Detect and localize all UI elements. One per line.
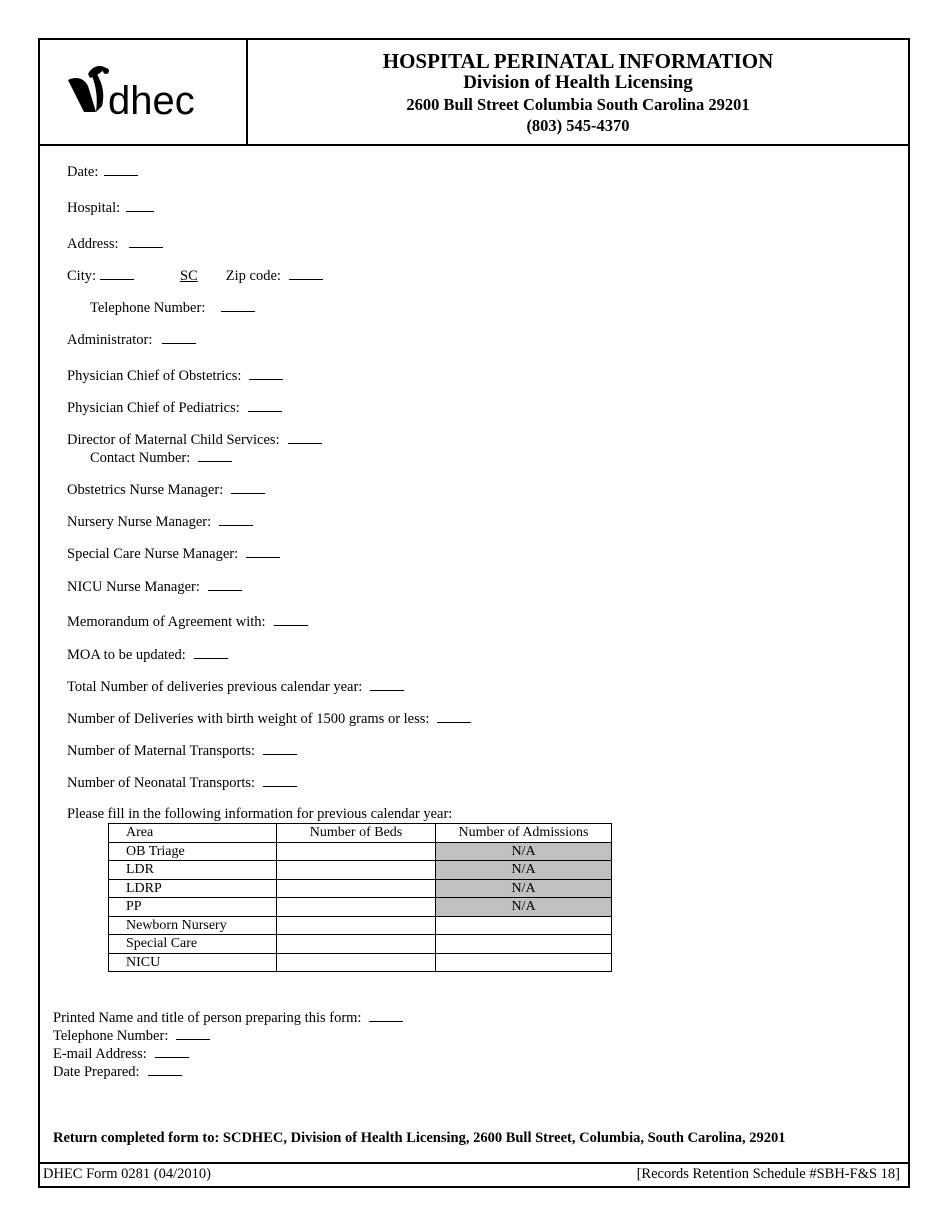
division-address: 2600 Bull Street Columbia South Carolina 29201 [406,95,750,114]
nursery-nurse-manager-label: Nursery Nurse Manager: [67,514,212,530]
chief-pediatrics-label: Physician Chief of Pediatrics: [67,400,240,416]
admissions-cell: N/A [436,842,612,861]
nursery-nurse-manager-row [67,513,253,531]
preparer-date-field[interactable] [148,1063,182,1076]
form-footer [40,1162,908,1186]
city-field[interactable] [100,267,134,280]
area-cell: NICU [109,953,277,972]
svg-text:dhec: dhec [108,79,195,123]
date-label: Date: [67,164,99,180]
moa-update-row [67,646,228,664]
total-deliveries-label: Total Number of deliveries previous calendar year: [67,679,363,695]
admissions-cell: N/A [436,861,612,880]
telephone-field[interactable] [221,299,255,312]
hospital-label: Hospital: [67,200,121,216]
division-phone: (803) 545-4370 [526,116,630,135]
preparer-name-label: Printed Name and title of person preparing this form: [53,1010,362,1026]
beds-cell[interactable] [277,879,436,898]
administrator-label: Administrator: [67,332,153,348]
beds-cell[interactable] [277,898,436,917]
total-deliveries-row [67,678,404,696]
preparer-email-label: E-mail Address: [53,1046,147,1062]
area-cell: Newborn Nursery [109,916,277,935]
table-row [109,861,612,880]
nicu-nurse-manager-row [67,578,242,596]
deliveries-1500-row [67,710,471,728]
telephone-row [90,299,255,317]
return-instructions: Return completed form to: SCDHEC, Division of Health Licensing, 2600 Bull Street, Columbia, South Carolina, 29201 [53,1130,786,1146]
maternal-transports-row [67,742,297,760]
moa-field[interactable] [274,613,308,626]
area-cell: PP [109,898,277,917]
city-row [67,267,323,285]
preparer-telephone-row [53,1027,210,1045]
table-intro: Please fill in the following information for previous calendar year: [67,806,453,822]
date-row [67,163,138,181]
area-cell: LDR [109,861,277,880]
deliveries-1500-field[interactable] [437,710,471,723]
area-cell: LDRP [109,879,277,898]
preparer-name-row [53,1009,403,1027]
preparer-email-field[interactable] [155,1045,189,1058]
admissions-cell: N/A [436,879,612,898]
preparer-name-field[interactable] [369,1009,403,1022]
header-beds: Number of Beds [277,824,436,843]
table-row [109,953,612,972]
moa-update-label: MOA to be updated: [67,647,186,663]
beds-cell[interactable] [277,953,436,972]
chief-obstetrics-field[interactable] [249,367,283,380]
state-value: SC [180,268,198,284]
total-deliveries-field[interactable] [370,678,404,691]
ob-nurse-manager-field[interactable] [231,481,265,494]
table-row [109,916,612,935]
contact-number-label: Contact Number: [90,450,191,466]
table-header-row [109,824,612,843]
table-row [109,842,612,861]
areas-table [108,823,612,972]
table-row [109,935,612,954]
director-mcs-label: Director of Maternal Child Services: [67,432,280,448]
contact-number-field[interactable] [198,449,232,462]
special-care-nurse-manager-field[interactable] [246,545,280,558]
city-label: City: [67,268,97,284]
chief-pediatrics-field[interactable] [248,399,282,412]
address-field[interactable] [129,235,163,248]
table-row [109,898,612,917]
beds-cell[interactable] [277,842,436,861]
special-care-nurse-manager-label: Special Care Nurse Manager: [67,546,239,562]
contact-number-row [90,449,232,467]
maternal-transports-label: Number of Maternal Transports: [67,743,256,759]
moa-label: Memorandum of Agreement with: [67,614,266,630]
form-title: HOSPITAL PERINATAL INFORMATION [382,49,774,73]
admissions-cell: N/A [436,898,612,917]
header-area: Area [109,824,277,843]
neonatal-transports-row [67,774,297,792]
telephone-label: Telephone Number: [90,300,206,316]
hospital-field[interactable] [126,199,154,212]
nursery-nurse-manager-field[interactable] [219,513,253,526]
form-number: DHEC Form 0281 (04/2010) [43,1166,211,1182]
director-mcs-field[interactable] [288,431,322,444]
beds-cell[interactable] [277,861,436,880]
address-label: Address: [67,236,119,252]
neonatal-transports-label: Number of Neonatal Transports: [67,775,256,791]
chief-obstetrics-label: Physician Chief of Obstetrics: [67,368,242,384]
form-frame [38,38,910,1188]
chief-obstetrics-row [67,367,283,385]
moa-row [67,613,308,631]
chief-pediatrics-row [67,399,282,417]
zip-label: Zip code: [225,268,281,284]
deliveries-1500-label: Number of Deliveries with birth weight of 1500 grams or less: [67,711,430,727]
preparer-telephone-field[interactable] [176,1027,210,1040]
admissions-cell[interactable] [436,935,612,954]
date-field[interactable] [104,163,138,176]
preparer-date-row [53,1063,182,1081]
nicu-nurse-manager-label: NICU Nurse Manager: [67,579,200,595]
nicu-nurse-manager-field[interactable] [208,578,242,591]
admissions-cell[interactable] [436,916,612,935]
dhec-logo [66,62,216,124]
beds-cell[interactable] [277,935,436,954]
administrator-row [67,331,196,349]
area-cell: Special Care [109,935,277,954]
retention-schedule: [Records Retention Schedule #SBH-F&S 18] [636,1166,900,1182]
administrator-field[interactable] [162,331,196,344]
division-name: Division of Health Licensing [463,72,693,93]
beds-cell[interactable] [277,916,436,935]
area-cell: OB Triage [109,842,277,861]
preparer-telephone-label: Telephone Number: [53,1028,169,1044]
hospital-row [67,199,154,217]
admissions-cell[interactable] [436,953,612,972]
preparer-date-label: Date Prepared: [53,1064,140,1080]
preparer-email-row [53,1045,189,1063]
moa-update-field[interactable] [194,646,228,659]
special-care-nurse-manager-row [67,545,280,563]
header-titles [248,50,908,136]
neonatal-transports-field[interactable] [263,774,297,787]
header-admissions: Number of Admissions [436,824,612,843]
logo-box [40,40,248,144]
zip-field[interactable] [289,267,323,280]
form-header [40,40,908,146]
address-row [67,235,163,253]
ob-nurse-manager-row [67,481,265,499]
ob-nurse-manager-label: Obstetrics Nurse Manager: [67,482,224,498]
maternal-transports-field[interactable] [263,742,297,755]
director-mcs-row [67,431,322,449]
table-row [109,879,612,898]
